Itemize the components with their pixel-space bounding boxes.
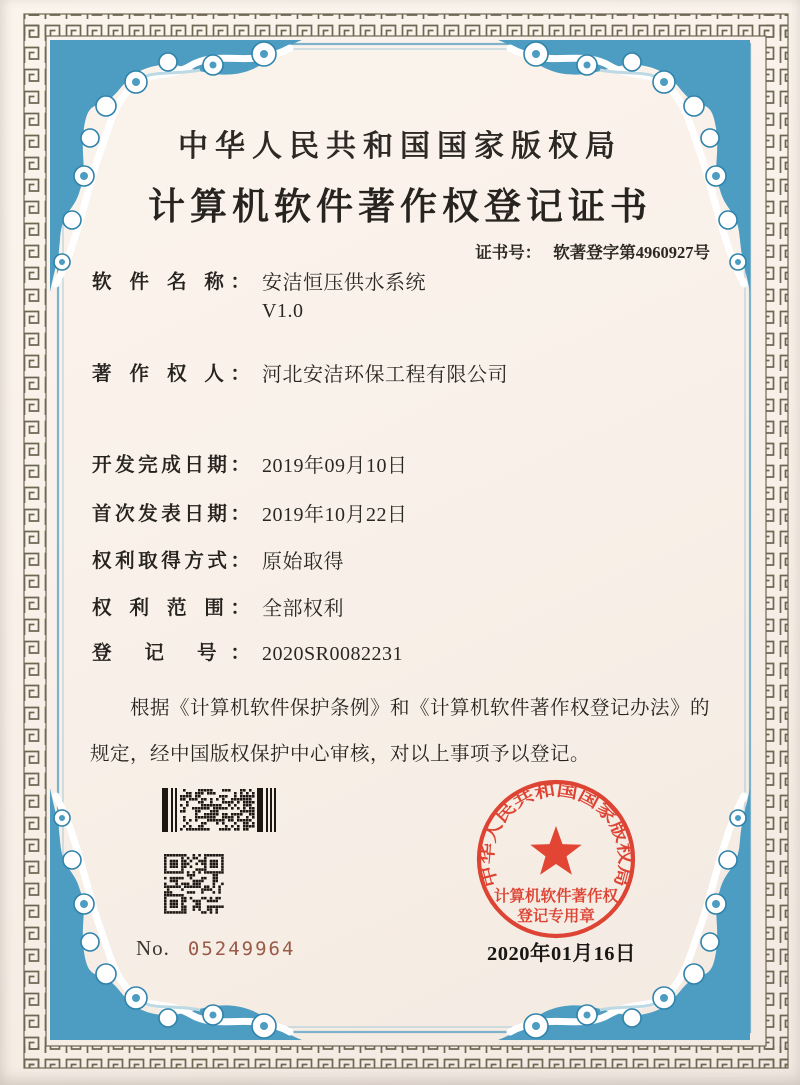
field-rights-acquisition [92, 548, 344, 576]
certificate-number-value: 软著登字第4960927号 [553, 243, 710, 262]
field-value: 原始取得 [262, 551, 344, 573]
field-first-publish-date [92, 501, 408, 529]
field-value: 全部权利 [262, 598, 344, 620]
certificate-number [475, 239, 710, 263]
star-icon [530, 826, 581, 875]
field-value: 河北安洁环保工程有限公司 [262, 364, 508, 386]
field-label: 权利取得方式： [92, 551, 250, 572]
qr-code-image [164, 854, 224, 914]
field-value: 2020SR0082231 [262, 643, 403, 665]
serial-digits: 05249964 [187, 938, 296, 960]
certificate-number-label: 证书号： [475, 243, 542, 262]
field-dev-complete-date [92, 452, 408, 480]
field-label: 登 记 号： [92, 643, 250, 664]
field-value: 2019年09月10日 [262, 455, 408, 477]
field-copyright-owner [92, 361, 508, 389]
field-software-name [92, 269, 426, 325]
issue-date: 2020年01月16日 [487, 943, 636, 965]
field-value [262, 269, 426, 325]
field-registration-number [92, 640, 403, 668]
field-value: 2019年10月22日 [262, 504, 408, 526]
field-label: 首次发表日期： [92, 504, 250, 525]
field-label: 软 件 名 称： [92, 272, 250, 293]
field-rights-scope [92, 595, 344, 623]
seal-ring-text: 中华人民共和国国家版权局 [477, 780, 635, 889]
software-version-value: V1.0 [262, 300, 304, 322]
field-label: 权 利 范 围： [92, 598, 250, 619]
barcode-image [162, 788, 278, 832]
field-label: 著 作 权 人： [92, 364, 250, 385]
seal-line2: 登记专用章 [517, 908, 595, 925]
registration-statement [90, 686, 716, 778]
official-seal [474, 777, 638, 941]
serial-prefix: No. [136, 936, 170, 960]
software-name-value: 安洁恒压供水系统 [262, 272, 426, 294]
statement-line: 根据《计算机软件保护条例》和《计算机软件著作权登记办法》的 [130, 698, 711, 719]
field-label: 开发完成日期： [92, 455, 250, 476]
serial-number [136, 936, 295, 961]
statement-line: 规定，经中国版权保护中心审核，对以上事项予以登记。 [90, 744, 591, 765]
certificate-title: 计算机软件著作权登记证书 [148, 187, 652, 228]
seal-line1: 计算机软件著作权 [493, 888, 619, 905]
issuing-authority: 中华人民共和国国家版权局 [178, 130, 622, 163]
